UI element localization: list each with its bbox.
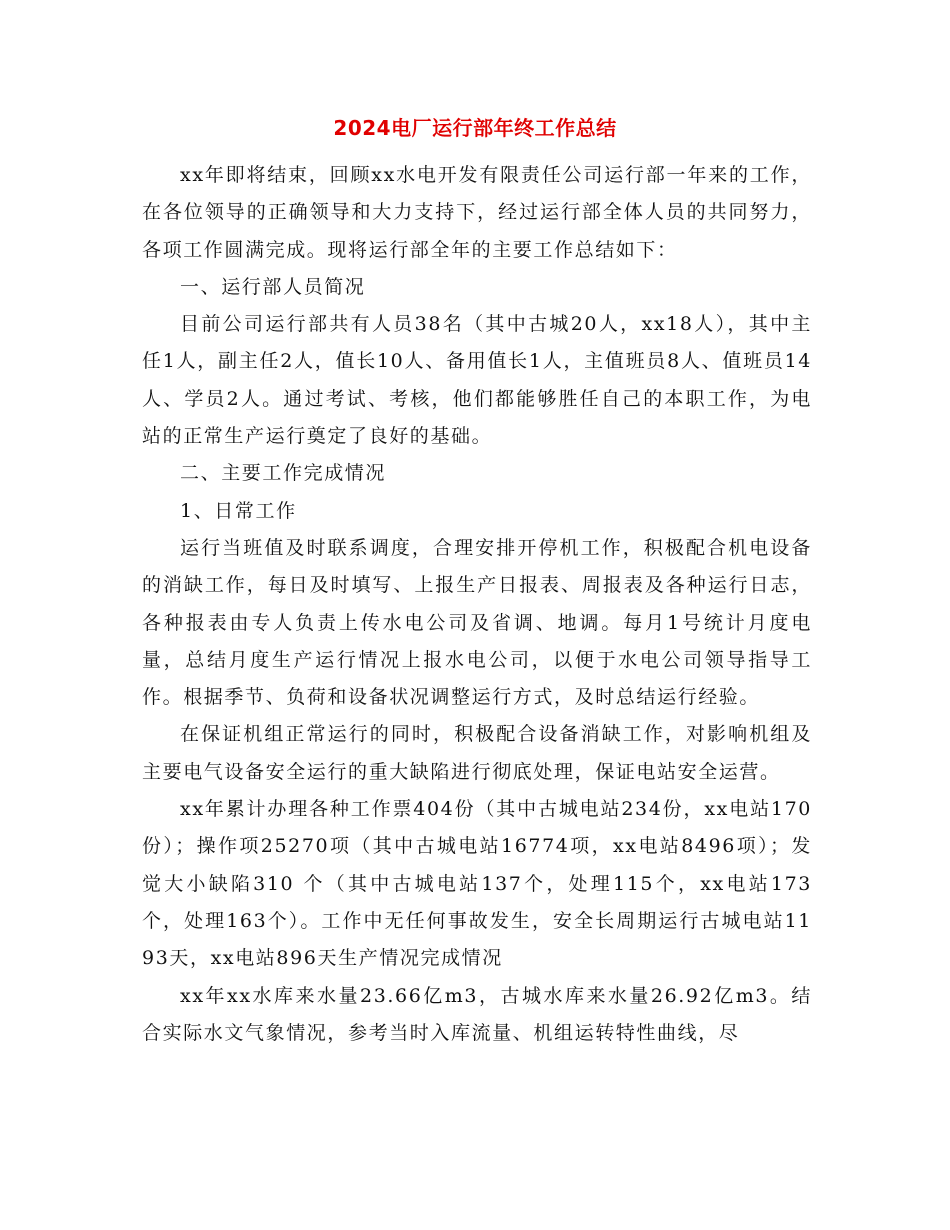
document-title: 2024电厂运行部年终工作总结 (333, 116, 617, 140)
document-body (142, 157, 812, 1052)
section-heading-work: 二、主要工作完成情况 (180, 462, 387, 485)
paragraph-staff: 目前公司运行部共有人员38名（其中古城20人，xx18人），其中主任1人，副主任2人，值长10人、备用值长1人，主值班员8人、值班员14人、学员2人。通过考试、考核，他们都能够胜任自己的本职工作，为电站的正常生产运行奠定了良好的基础。 (142, 313, 812, 448)
paragraph-safety: 在保证机组正常运行的同时，积极配合设备消缺工作，对影响机组及主要电气设备安全运行的重大缺陷进行彻底处理，保证电站安全运营。 (142, 723, 812, 783)
paragraph-intro: xx年即将结束，回顾xx水电开发有限责任公司运行部一年来的工作，在各位领导的正确领导和大力支持下，经过运行部全体人员的共同努力，各项工作圆满完成。现将运行部全年的主要工作总结如下： (142, 164, 812, 261)
paragraph-daily: 运行当班值及时联系调度，合理安排开停机工作，积极配合机电设备的消缺工作，每日及时填写、上报生产日报表、周报表及各种运行日志，各种报表由专人负责上传水电公司及省调、地调。每月1号统计月度电量，总结月度生产运行情况上报水电公司，以便于水电公司领导指导工作。根据季节、负荷和设备状况调整运行方式，及时总结运行经验。 (142, 536, 812, 709)
section-heading-staff: 一、运行部人员简况 (180, 275, 366, 298)
paragraph-statistics: xx年累计办理各种工作票404份（其中古城电站234份，xx电站170份）；操作项25270项（其中古城电站16774项，xx电站8496项）；发觉大小缺陷310 个（其中古城电站137个，处理115个，xx电站173个，处理163个）。工作中无任何事故发生，安全长周期运行古城电站1193天，xx电站896天生产情况完成情况 (142, 798, 812, 970)
paragraph-water: xx年xx水库来水量23.66亿m3，古城水库来水量26.92亿m3。结合实际水文气象情况，参考当时入库流量、机组运转特性曲线，尽 (142, 984, 812, 1044)
subsection-heading-daily: 1、日常工作 (180, 499, 297, 522)
